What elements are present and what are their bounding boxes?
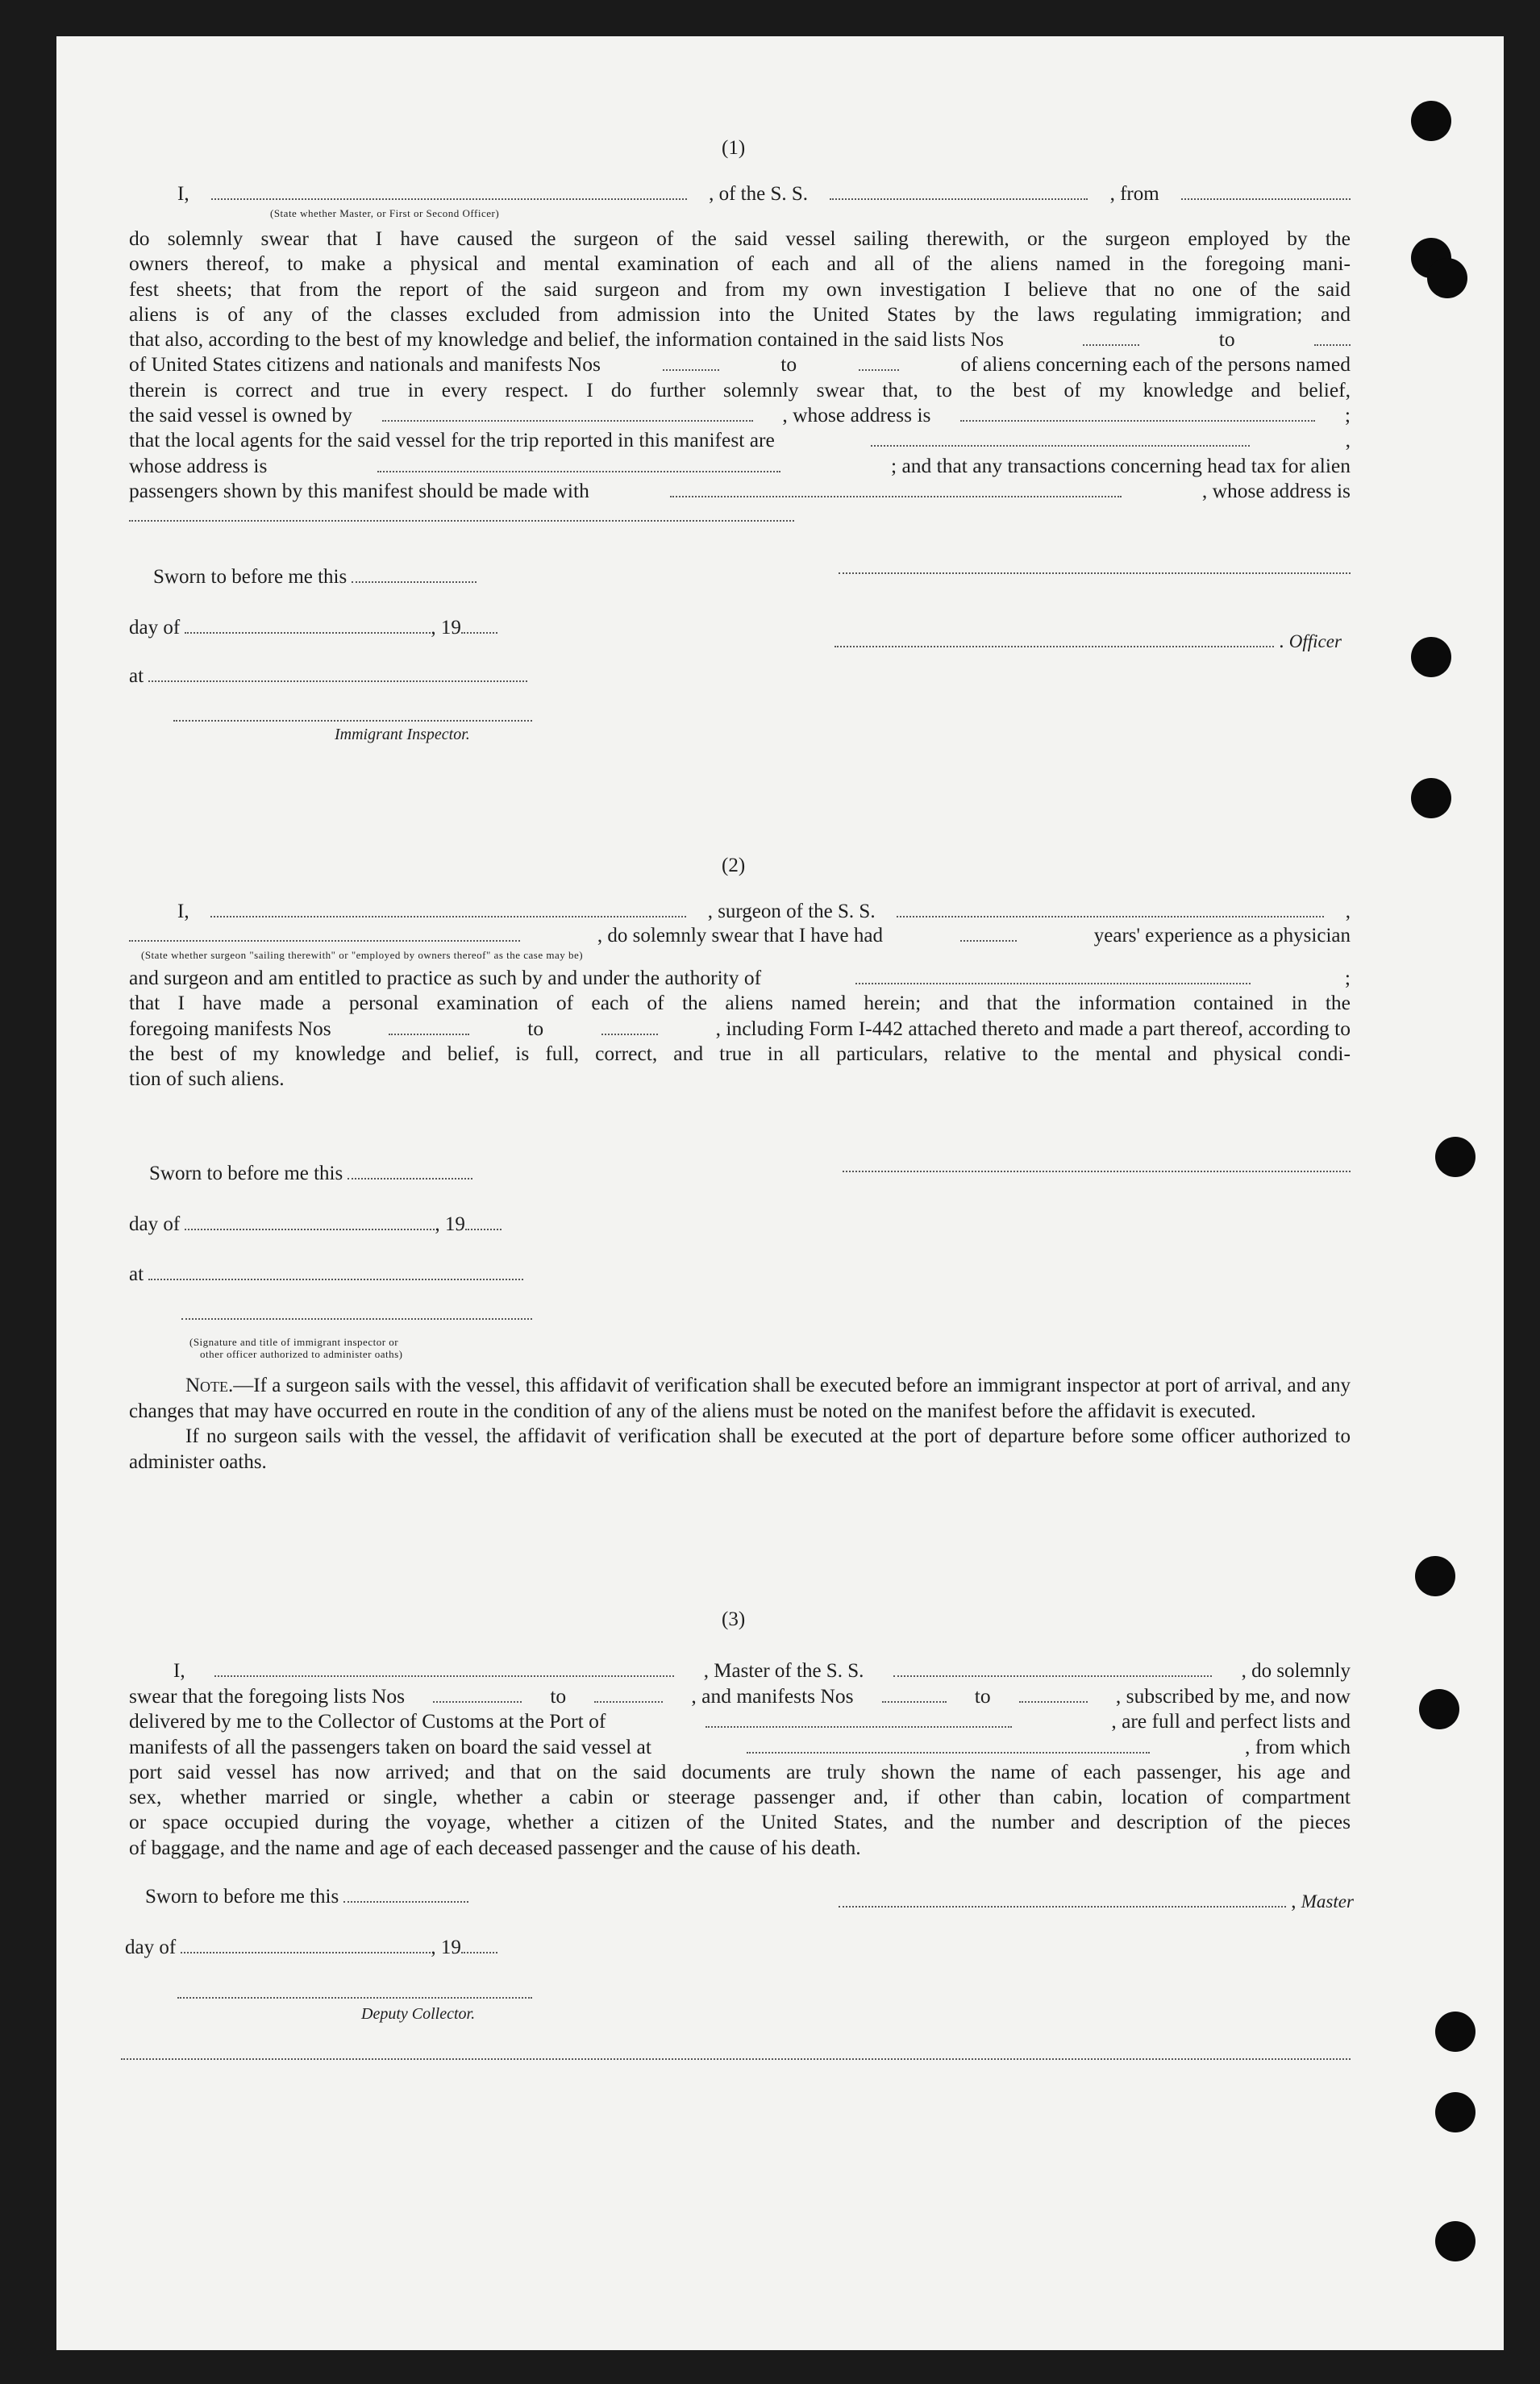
binder-hole (1435, 2012, 1475, 2052)
section-2-body: and surgeon and am entitled to practice as such by and under the authority of ; that I have made a personal examination of each of the aliens named herein; and that the information contained in the foregoing manifests Nos to , including Form I-442 attached thereto and made a part thereof, according to the best of my knowledge and belief, is full, correct, and true in all particulars, relative to the mental and physical condi- tion of such aliens. (129, 966, 1351, 1091)
section-1-opening-line (177, 181, 1351, 206)
lists-to-field[interactable] (1314, 330, 1351, 346)
sworn-date-field-3[interactable] (343, 1887, 468, 1903)
from-port-field[interactable] (1181, 184, 1351, 200)
year-field[interactable] (461, 618, 497, 634)
section-3-opening-line: I, , Master of the S. S. , do solemnly (173, 1660, 1351, 1682)
section-1-number: (1) (722, 137, 746, 159)
surgeon-signature-field[interactable] (843, 1171, 1351, 1172)
surgeon-ship-field[interactable] (897, 901, 1324, 917)
oath-officer-signature-field[interactable] (181, 1318, 532, 1320)
officer-label: Officer (1288, 631, 1342, 651)
surgeon-manifests-from-field[interactable] (389, 1019, 469, 1035)
embark-port-field[interactable] (747, 1737, 1150, 1754)
signature-caption-2: other officer authorized to administer oaths) (200, 1348, 403, 1360)
binder-hole (1411, 778, 1451, 818)
master-line: , Master (839, 1889, 1354, 1914)
binder-hole (1415, 1556, 1455, 1596)
surgeon-status-field[interactable] (129, 926, 520, 942)
master-signature-field[interactable] (839, 572, 1351, 574)
surgeon-status-caption: (State whether surgeon "sailing therewith" or "employed by owners thereof" as the case may be) (141, 949, 584, 961)
day-of-field-2[interactable] (185, 1214, 435, 1230)
officer-rank-field[interactable] (211, 184, 687, 200)
day-of-line-1: day of , 19 (129, 615, 497, 640)
master-name-field[interactable] (214, 1661, 674, 1677)
pronoun-i: I, (177, 183, 189, 205)
binder-hole (1411, 101, 1451, 141)
at-place-field-2[interactable] (148, 1264, 523, 1280)
officer-signature-field[interactable] (835, 631, 1274, 647)
at-line-1: at (129, 664, 527, 689)
master-manifests-from-field[interactable] (882, 1687, 947, 1703)
inspector-label: Immigrant Inspector. (335, 726, 470, 743)
note-label: Note. (185, 1375, 234, 1396)
surgeon-manifests-to-field[interactable] (601, 1019, 658, 1035)
master-signature-field-3[interactable] (839, 1891, 1286, 1908)
binder-hole (1427, 258, 1467, 298)
binder-hole (1435, 1137, 1475, 1177)
head-tax-party-field[interactable] (670, 481, 1122, 497)
local-agents-field[interactable] (871, 431, 1250, 447)
manifests-from-field[interactable] (663, 355, 719, 371)
owner-address-field[interactable] (960, 406, 1315, 422)
port-field[interactable] (705, 1712, 1012, 1728)
sworn-line-3: Sworn to before me this (145, 1884, 468, 1909)
binder-hole (1411, 637, 1451, 677)
section-1-body: do solemnly swear that I have caused the surgeon of the said vessel sailing therewith, or the surgeon employed by the owners thereof, to make a physical and mental examination of each and all of the aliens named in the foregoing mani- fest sheets; that from the report of the said surgeon and from my own investigation I believe that no one of the said aliens is of any of the classes excluded from admission into the United States by the laws regulating immigration; and that also, according to the best of my knowledge and belief, the information contained in the said lists Nos to of United States citizens and nationals and manifests Nos to of aliens concerning each of the persons named therein is correct and true in every respect. I do further solemnly swear that, to the best of my knowledge and belief, the said vessel is owned by , whose address is ; that the local agents for the said vessel for the trip reported in this manifest are , whose address is ; and that any transactions concerning head tax for alien passengers shown by this manifest should be made with , whose address is (129, 227, 1351, 502)
inspector-signature-field[interactable] (173, 720, 532, 722)
section-2-number: (2) (722, 855, 746, 876)
officer-line: . Officer (835, 629, 1342, 654)
section-3-body: swear that the foregoing lists Nos to , and manifests Nos to , subscribed by me, and now delivered by me to the Collector of Customs at the Port of , are full and perfect lists and manifests of all the passengers taken on board the said vessel at , from which port said vessel has now arrived; and that on the said documents are truly shown the name of each passenger, his age and sex, whether married or single, whether a cabin or steerage passenger and, if other than cabin, location of compartment or space occupied during the voyage, whether a citizen of the United States, and the number and description of the pieces of baggage, and the name and age of each deceased passenger and the cause of his death. (129, 1684, 1351, 1859)
from-label: , from (1109, 183, 1159, 205)
note-block (129, 1373, 1351, 1475)
year-field-2[interactable] (465, 1214, 502, 1230)
at-place-field[interactable] (148, 666, 527, 682)
day-of-line-3: day of , 19 (125, 1935, 497, 1960)
deputy-signature-field[interactable] (177, 1997, 532, 1999)
sworn-date-field[interactable] (352, 567, 477, 583)
signature-caption-1: (Signature and title of immigrant inspector or (189, 1336, 399, 1348)
owner-field[interactable] (382, 406, 753, 422)
form-page (56, 36, 1504, 2350)
master-lists-from-field[interactable] (433, 1687, 522, 1703)
authority-field[interactable] (855, 968, 1251, 984)
surgeon-name-field[interactable] (210, 901, 686, 917)
year-field-3[interactable] (461, 1937, 497, 1953)
day-of-field[interactable] (185, 618, 431, 634)
head-tax-address-field[interactable] (129, 520, 794, 522)
day-of-field-3[interactable] (181, 1937, 431, 1953)
master-ship-field[interactable] (893, 1661, 1212, 1677)
binder-hole (1435, 2092, 1475, 2132)
section-3-number: (3) (722, 1608, 746, 1630)
of-the-ss-label: , of the S. S. (709, 183, 809, 205)
master-lists-to-field[interactable] (594, 1687, 663, 1703)
master-manifests-to-field[interactable] (1019, 1687, 1088, 1703)
deputy-collector-label: Deputy Collector. (361, 2005, 476, 2023)
master-label: Master (1301, 1891, 1354, 1912)
binder-hole (1435, 2221, 1475, 2261)
sworn-line-2: Sworn to before me this (149, 1161, 472, 1186)
sworn-line-1: Sworn to before me this (153, 564, 477, 589)
ship-name-field[interactable] (830, 184, 1088, 200)
binder-hole (1419, 1689, 1459, 1729)
lists-from-field[interactable] (1083, 330, 1139, 346)
agents-address-field[interactable] (377, 456, 780, 472)
sworn-date-field-2[interactable] (348, 1163, 472, 1180)
manifests-to-field[interactable] (859, 355, 899, 371)
section-2-opening-line: I, , surgeon of the S. S. , (177, 901, 1351, 922)
officer-rank-caption: (State whether Master, or First or Second Officer) (270, 207, 500, 219)
bottom-rule (121, 2058, 1351, 2060)
years-field[interactable] (960, 926, 1017, 942)
note-text-2: If no surgeon sails with the vessel, the affidavit of verification shall be executed at the port of departure before some officer authorized to administer oaths. (129, 1425, 1351, 1473)
at-line-2: at (129, 1262, 523, 1287)
day-of-line-2: day of , 19 (129, 1212, 502, 1237)
note-text-1: —If a surgeon sails with the vessel, this affidavit of verification shall be executed before an immigrant inspector at port of arrival, and any changes that may have occurred en route in the condition of any of the aliens must be noted on the manifest before the affidavit is executed. (129, 1375, 1351, 1422)
surgeon-experience-line: , do solemnly swear that I have had years' experience as a physician (129, 923, 1351, 948)
